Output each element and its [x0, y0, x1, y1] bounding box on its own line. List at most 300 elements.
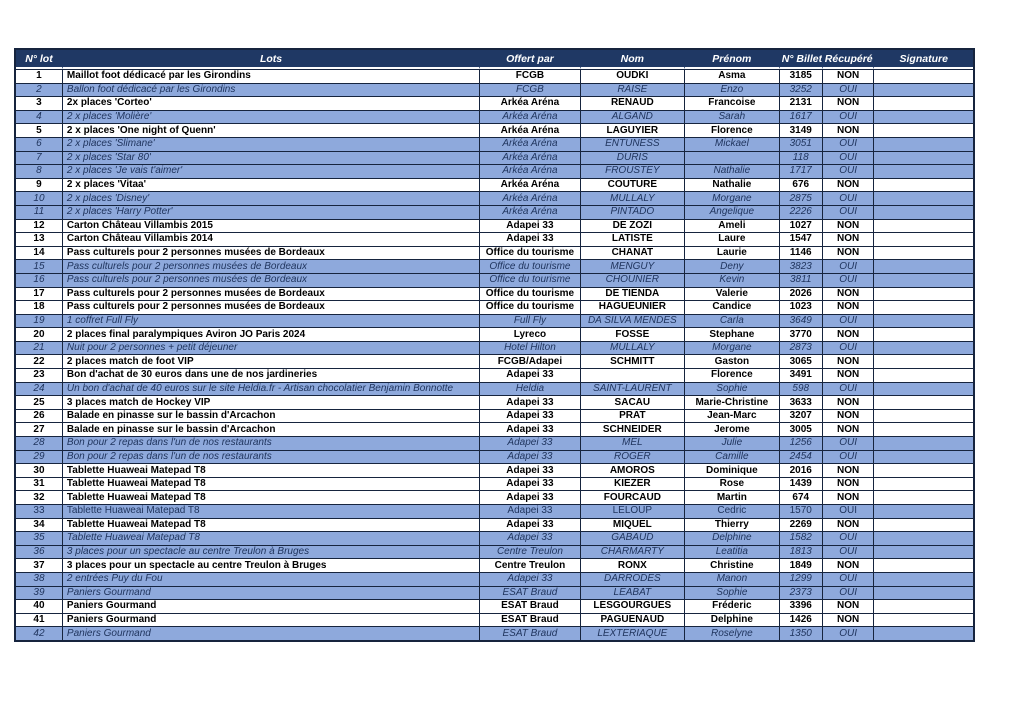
cell-billet: 3065 — [779, 354, 822, 368]
cell-signature — [873, 219, 973, 233]
cell-signature — [873, 613, 973, 627]
cell-signature — [873, 504, 973, 518]
cell-prenom: Mickael — [684, 137, 779, 151]
cell-lot: 26 — [16, 409, 62, 423]
cell-lot: 6 — [16, 137, 62, 151]
cell-lot: 24 — [16, 382, 62, 396]
table-row — [16, 504, 973, 518]
cell-lots: 2 x places 'Harry Potter' — [62, 205, 479, 219]
cell-lot: 12 — [16, 219, 62, 233]
cell-offert: Adapei 33 — [479, 436, 579, 450]
cell-offert: Office du tourisme — [479, 259, 579, 273]
cell-billet: 118 — [779, 151, 822, 165]
table-row — [16, 545, 973, 559]
table-row — [16, 463, 973, 477]
cell-prenom: Deny — [684, 259, 779, 273]
cell-lots: 2 entrées Puy du Fou — [62, 572, 479, 586]
cell-offert: Arkéa Aréna — [479, 164, 579, 178]
table-row — [16, 626, 973, 640]
cell-lot: 16 — [16, 273, 62, 287]
cell-recupere: OUI — [822, 151, 874, 165]
cell-signature — [873, 586, 973, 600]
cell-signature — [873, 409, 973, 423]
cell-prenom: Laure — [684, 232, 779, 246]
cell-recupere: NON — [822, 69, 874, 83]
cell-nom: OUDKI — [580, 69, 684, 83]
cell-lot: 28 — [16, 436, 62, 450]
cell-offert: FCGB/Adapei — [479, 354, 579, 368]
cell-billet: 3633 — [779, 395, 822, 409]
cell-lot: 29 — [16, 450, 62, 464]
cell-nom: GABAUD — [580, 531, 684, 545]
header-cell-offert: Offert par — [479, 50, 579, 69]
cell-recupere: OUI — [822, 191, 874, 205]
table-row — [16, 354, 973, 368]
cell-lots: Pass culturels pour 2 personnes musées de Bordeaux — [62, 259, 479, 273]
table-row — [16, 368, 973, 382]
cell-recupere: OUI — [822, 450, 874, 464]
cell-offert: ESAT Braud — [479, 626, 579, 640]
cell-prenom: Roselyne — [684, 626, 779, 640]
cell-prenom: Carla — [684, 314, 779, 328]
cell-signature — [873, 164, 973, 178]
cell-signature — [873, 450, 973, 464]
header-cell-billet: N° Billet — [779, 50, 822, 69]
cell-recupere: NON — [822, 300, 874, 314]
cell-nom: RONX — [580, 558, 684, 572]
cell-signature — [873, 436, 973, 450]
cell-recupere: NON — [822, 558, 874, 572]
cell-signature — [873, 545, 973, 559]
cell-nom: FROUSTEY — [580, 164, 684, 178]
cell-offert: Adapei 33 — [479, 219, 579, 233]
cell-billet: 1617 — [779, 110, 822, 124]
table-row — [16, 558, 973, 572]
cell-prenom — [684, 151, 779, 165]
cell-offert: Arkéa Aréna — [479, 123, 579, 137]
cell-offert: Adapei 33 — [479, 504, 579, 518]
cell-billet: 3770 — [779, 327, 822, 341]
cell-recupere: NON — [822, 123, 874, 137]
cell-prenom: Dominique — [684, 463, 779, 477]
cell-lot: 14 — [16, 246, 62, 260]
cell-prenom: Candice — [684, 300, 779, 314]
cell-nom: LELOUP — [580, 504, 684, 518]
cell-recupere: NON — [822, 327, 874, 341]
cell-billet: 2373 — [779, 586, 822, 600]
cell-billet: 1439 — [779, 477, 822, 491]
cell-lot: 19 — [16, 314, 62, 328]
cell-lots: Pass culturels pour 2 personnes musées de Bordeaux — [62, 246, 479, 260]
cell-lots: 2 places match de foot VIP — [62, 354, 479, 368]
cell-prenom: Gaston — [684, 354, 779, 368]
table-body — [16, 69, 973, 640]
cell-lot: 21 — [16, 341, 62, 355]
cell-nom — [580, 368, 684, 382]
cell-offert: Arkéa Aréna — [479, 110, 579, 124]
cell-lots: 2 x places 'Vitaa' — [62, 178, 479, 192]
cell-lot: 40 — [16, 599, 62, 613]
cell-offert: Office du tourisme — [479, 300, 579, 314]
cell-nom: SAINT-LAURENT — [580, 382, 684, 396]
cell-lots: Balade en pinasse sur le bassin d'Arcachon — [62, 409, 479, 423]
cell-prenom: Francoise — [684, 96, 779, 110]
cell-prenom: Cedric — [684, 504, 779, 518]
cell-lot: 27 — [16, 422, 62, 436]
cell-signature — [873, 531, 973, 545]
cell-offert: ESAT Braud — [479, 613, 579, 627]
cell-recupere: NON — [822, 599, 874, 613]
cell-lot: 33 — [16, 504, 62, 518]
cell-billet: 1299 — [779, 572, 822, 586]
cell-prenom: Sophie — [684, 382, 779, 396]
cell-signature — [873, 110, 973, 124]
cell-nom: LATISTE — [580, 232, 684, 246]
cell-lot: 25 — [16, 395, 62, 409]
cell-offert: Arkéa Aréna — [479, 178, 579, 192]
cell-lot: 30 — [16, 463, 62, 477]
cell-lot: 8 — [16, 164, 62, 178]
cell-billet: 3252 — [779, 83, 822, 97]
cell-nom: KIEZER — [580, 477, 684, 491]
table-row — [16, 232, 973, 246]
cell-prenom: Thierry — [684, 518, 779, 532]
cell-offert: Adapei 33 — [479, 368, 579, 382]
cell-offert: Arkéa Aréna — [479, 137, 579, 151]
cell-nom: LAGUYIER — [580, 123, 684, 137]
cell-nom: FOSSE — [580, 327, 684, 341]
cell-billet: 1426 — [779, 613, 822, 627]
cell-nom: CHOUNIER — [580, 273, 684, 287]
cell-nom: FOURCAUD — [580, 490, 684, 504]
cell-lots: Paniers Gourmand — [62, 626, 479, 640]
cell-lot: 17 — [16, 287, 62, 301]
table-row — [16, 205, 973, 219]
cell-signature — [873, 327, 973, 341]
cell-nom: DARRODES — [580, 572, 684, 586]
cell-signature — [873, 422, 973, 436]
cell-billet: 1146 — [779, 246, 822, 260]
cell-billet: 3207 — [779, 409, 822, 423]
cell-recupere: NON — [822, 613, 874, 627]
cell-signature — [873, 368, 973, 382]
table-row — [16, 327, 973, 341]
cell-lot: 42 — [16, 626, 62, 640]
cell-billet: 2875 — [779, 191, 822, 205]
cell-lots: Tablette Huaweai Matepad T8 — [62, 518, 479, 532]
cell-lot: 5 — [16, 123, 62, 137]
cell-lots: Pass culturels pour 2 personnes musées de Bordeaux — [62, 287, 479, 301]
cell-signature — [873, 518, 973, 532]
cell-prenom: Asma — [684, 69, 779, 83]
cell-lot: 9 — [16, 178, 62, 192]
cell-lot: 37 — [16, 558, 62, 572]
cell-lot: 2 — [16, 83, 62, 97]
table-row — [16, 477, 973, 491]
cell-nom: ROGER — [580, 450, 684, 464]
cell-lot: 10 — [16, 191, 62, 205]
cell-nom: LESGOURGUES — [580, 599, 684, 613]
cell-prenom: Laurie — [684, 246, 779, 260]
cell-recupere: NON — [822, 463, 874, 477]
cell-offert: Adapei 33 — [479, 531, 579, 545]
cell-billet: 2016 — [779, 463, 822, 477]
cell-billet: 598 — [779, 382, 822, 396]
cell-nom: DE TIENDA — [580, 287, 684, 301]
table-row — [16, 96, 973, 110]
cell-prenom: Morgane — [684, 191, 779, 205]
cell-lot: 39 — [16, 586, 62, 600]
cell-lot: 36 — [16, 545, 62, 559]
cell-lots: Maillot foot dédicacé par les Girondins — [62, 69, 479, 83]
cell-offert: Adapei 33 — [479, 232, 579, 246]
cell-prenom: Nathalie — [684, 178, 779, 192]
cell-lot: 18 — [16, 300, 62, 314]
cell-signature — [873, 259, 973, 273]
cell-nom: LEXTERIAQUE — [580, 626, 684, 640]
cell-recupere: OUI — [822, 504, 874, 518]
cell-offert: Office du tourisme — [479, 287, 579, 301]
header-cell-lots: Lots — [62, 50, 479, 69]
cell-prenom: Kevin — [684, 273, 779, 287]
cell-recupere: OUI — [822, 314, 874, 328]
cell-nom: RENAUD — [580, 96, 684, 110]
table-row — [16, 450, 973, 464]
cell-offert: Office du tourisme — [479, 246, 579, 260]
cell-lot: 23 — [16, 368, 62, 382]
cell-recupere: NON — [822, 219, 874, 233]
cell-lots: Pass culturels pour 2 personnes musées de Bordeaux — [62, 273, 479, 287]
cell-lot: 15 — [16, 259, 62, 273]
cell-signature — [873, 599, 973, 613]
cell-lots: 3 places pour un spectacle au centre Treulon à Bruges — [62, 558, 479, 572]
cell-offert: Office du tourisme — [479, 273, 579, 287]
cell-billet: 1717 — [779, 164, 822, 178]
cell-billet: 676 — [779, 178, 822, 192]
cell-prenom: Florence — [684, 368, 779, 382]
table-row — [16, 572, 973, 586]
cell-offert: Full Fly — [479, 314, 579, 328]
cell-lots: 1 coffret Full Fly — [62, 314, 479, 328]
cell-signature — [873, 151, 973, 165]
cell-billet: 3051 — [779, 137, 822, 151]
cell-billet: 3823 — [779, 259, 822, 273]
cell-signature — [873, 463, 973, 477]
cell-signature — [873, 558, 973, 572]
cell-offert: Adapei 33 — [479, 450, 579, 464]
table-row — [16, 490, 973, 504]
cell-offert: Arkéa Aréna — [479, 151, 579, 165]
cell-recupere: NON — [822, 490, 874, 504]
cell-prenom: Ameli — [684, 219, 779, 233]
cell-prenom: Angelique — [684, 205, 779, 219]
cell-lots: Pass culturels pour 2 personnes musées de Bordeaux — [62, 300, 479, 314]
table-row — [16, 314, 973, 328]
cell-prenom: Sophie — [684, 586, 779, 600]
cell-lots: 2 x places 'Star 80' — [62, 151, 479, 165]
cell-lots: 2x places 'Corteo' — [62, 96, 479, 110]
cell-recupere: NON — [822, 287, 874, 301]
cell-recupere: OUI — [822, 259, 874, 273]
cell-offert: Centre Treulon — [479, 545, 579, 559]
cell-billet: 2873 — [779, 341, 822, 355]
cell-nom: COUTURE — [580, 178, 684, 192]
cell-lots: Tablette Huaweai Matepad T8 — [62, 477, 479, 491]
cell-nom: DA SILVA MENDES — [580, 314, 684, 328]
cell-lot: 38 — [16, 572, 62, 586]
cell-signature — [873, 395, 973, 409]
cell-offert: Adapei 33 — [479, 518, 579, 532]
cell-nom: MEL — [580, 436, 684, 450]
cell-lot: 20 — [16, 327, 62, 341]
cell-billet: 1813 — [779, 545, 822, 559]
cell-billet: 1547 — [779, 232, 822, 246]
cell-lot: 35 — [16, 531, 62, 545]
cell-nom: LEABAT — [580, 586, 684, 600]
cell-lot: 1 — [16, 69, 62, 83]
cell-recupere: OUI — [822, 572, 874, 586]
cell-offert: Hotel Hilton — [479, 341, 579, 355]
cell-offert: Centre Treulon — [479, 558, 579, 572]
cell-offert: ESAT Braud — [479, 586, 579, 600]
cell-billet: 3811 — [779, 273, 822, 287]
cell-billet: 2269 — [779, 518, 822, 532]
cell-lot: 34 — [16, 518, 62, 532]
cell-lots: Tablette Huaweai Matepad T8 — [62, 490, 479, 504]
cell-lot: 32 — [16, 490, 62, 504]
cell-signature — [873, 178, 973, 192]
table-row — [16, 341, 973, 355]
cell-prenom: Manon — [684, 572, 779, 586]
cell-nom: RAISE — [580, 83, 684, 97]
cell-billet: 2226 — [779, 205, 822, 219]
cell-lots: 3 places pour un spectacle au centre Treulon à Bruges — [62, 545, 479, 559]
table-row — [16, 382, 973, 396]
cell-signature — [873, 354, 973, 368]
cell-signature — [873, 191, 973, 205]
cell-lots: 2 places final paralympiques Aviron JO Paris 2024 — [62, 327, 479, 341]
cell-recupere: NON — [822, 422, 874, 436]
cell-signature — [873, 477, 973, 491]
cell-lots: Nuit pour 2 personnes + petit déjeuner — [62, 341, 479, 355]
cell-recupere: NON — [822, 178, 874, 192]
cell-prenom: Jean-Marc — [684, 409, 779, 423]
table-row — [16, 151, 973, 165]
cell-offert: ESAT Braud — [479, 599, 579, 613]
cell-offert: Adapei 33 — [479, 395, 579, 409]
lots-table — [14, 48, 975, 642]
cell-lots: 3 places match de Hockey VIP — [62, 395, 479, 409]
cell-recupere: OUI — [822, 436, 874, 450]
cell-prenom: Christine — [684, 558, 779, 572]
table-row — [16, 599, 973, 613]
cell-nom: ENTUNESS — [580, 137, 684, 151]
table-row — [16, 259, 973, 273]
table-row — [16, 273, 973, 287]
cell-signature — [873, 123, 973, 137]
cell-lot: 22 — [16, 354, 62, 368]
cell-prenom: Jerome — [684, 422, 779, 436]
table-row — [16, 178, 973, 192]
cell-prenom: Enzo — [684, 83, 779, 97]
table-row — [16, 219, 973, 233]
cell-lots: Bon d'achat de 30 euros dans une de nos jardineries — [62, 368, 479, 382]
cell-recupere: OUI — [822, 341, 874, 355]
cell-prenom: Valerie — [684, 287, 779, 301]
table-row — [16, 409, 973, 423]
cell-nom: MENGUY — [580, 259, 684, 273]
table-row — [16, 287, 973, 301]
cell-recupere: OUI — [822, 83, 874, 97]
cell-billet: 1350 — [779, 626, 822, 640]
cell-offert: Adapei 33 — [479, 572, 579, 586]
cell-offert: Arkéa Aréna — [479, 96, 579, 110]
cell-recupere: NON — [822, 354, 874, 368]
table-row — [16, 613, 973, 627]
table-row — [16, 246, 973, 260]
cell-offert: Adapei 33 — [479, 422, 579, 436]
cell-recupere: NON — [822, 409, 874, 423]
cell-offert: Arkéa Aréna — [479, 191, 579, 205]
cell-billet: 2131 — [779, 96, 822, 110]
cell-nom: ALGAND — [580, 110, 684, 124]
cell-lots: Tablette Huaweai Matepad T8 — [62, 463, 479, 477]
cell-lots: Carton Château Villambis 2014 — [62, 232, 479, 246]
cell-lots: 2 x places 'One night of Quenn' — [62, 123, 479, 137]
cell-billet: 1570 — [779, 504, 822, 518]
cell-nom: PINTADO — [580, 205, 684, 219]
cell-lots: 2 x places 'Molière' — [62, 110, 479, 124]
table-row — [16, 137, 973, 151]
table-row — [16, 191, 973, 205]
cell-lots: Bon pour 2 repas dans l'un de nos restaurants — [62, 450, 479, 464]
cell-lots: 2 x places 'Slimane' — [62, 137, 479, 151]
cell-signature — [873, 137, 973, 151]
cell-lots: Un bon d'achat de 40 euros sur le site Heldia.fr - Artisan chocolatier Benjamin Bonnotte — [62, 382, 479, 396]
cell-offert: Adapei 33 — [479, 409, 579, 423]
cell-signature — [873, 83, 973, 97]
cell-recupere: OUI — [822, 110, 874, 124]
header-cell-recupere: Récupéré — [822, 50, 874, 69]
table-row — [16, 83, 973, 97]
cell-prenom: Stephane — [684, 327, 779, 341]
cell-prenom: Florence — [684, 123, 779, 137]
cell-recupere: NON — [822, 518, 874, 532]
cell-billet: 1023 — [779, 300, 822, 314]
cell-signature — [873, 572, 973, 586]
cell-recupere: OUI — [822, 626, 874, 640]
cell-nom: MULLALY — [580, 341, 684, 355]
cell-lots: 2 x places 'Je vais t'aimer' — [62, 164, 479, 178]
cell-nom: CHARMARTY — [580, 545, 684, 559]
cell-recupere: NON — [822, 368, 874, 382]
table-row — [16, 164, 973, 178]
cell-billet: 1027 — [779, 219, 822, 233]
cell-billet: 1849 — [779, 558, 822, 572]
cell-offert: FCGB — [479, 83, 579, 97]
cell-lot: 11 — [16, 205, 62, 219]
cell-lot: 7 — [16, 151, 62, 165]
cell-signature — [873, 96, 973, 110]
cell-lots: Carton Château Villambis 2015 — [62, 219, 479, 233]
cell-recupere: NON — [822, 232, 874, 246]
cell-lots: Bon pour 2 repas dans l'un de nos restaurants — [62, 436, 479, 450]
cell-signature — [873, 341, 973, 355]
header-cell-nom: Nom — [580, 50, 684, 69]
cell-prenom: Leatitia — [684, 545, 779, 559]
cell-billet: 3396 — [779, 599, 822, 613]
cell-lots: Paniers Gourmand — [62, 599, 479, 613]
